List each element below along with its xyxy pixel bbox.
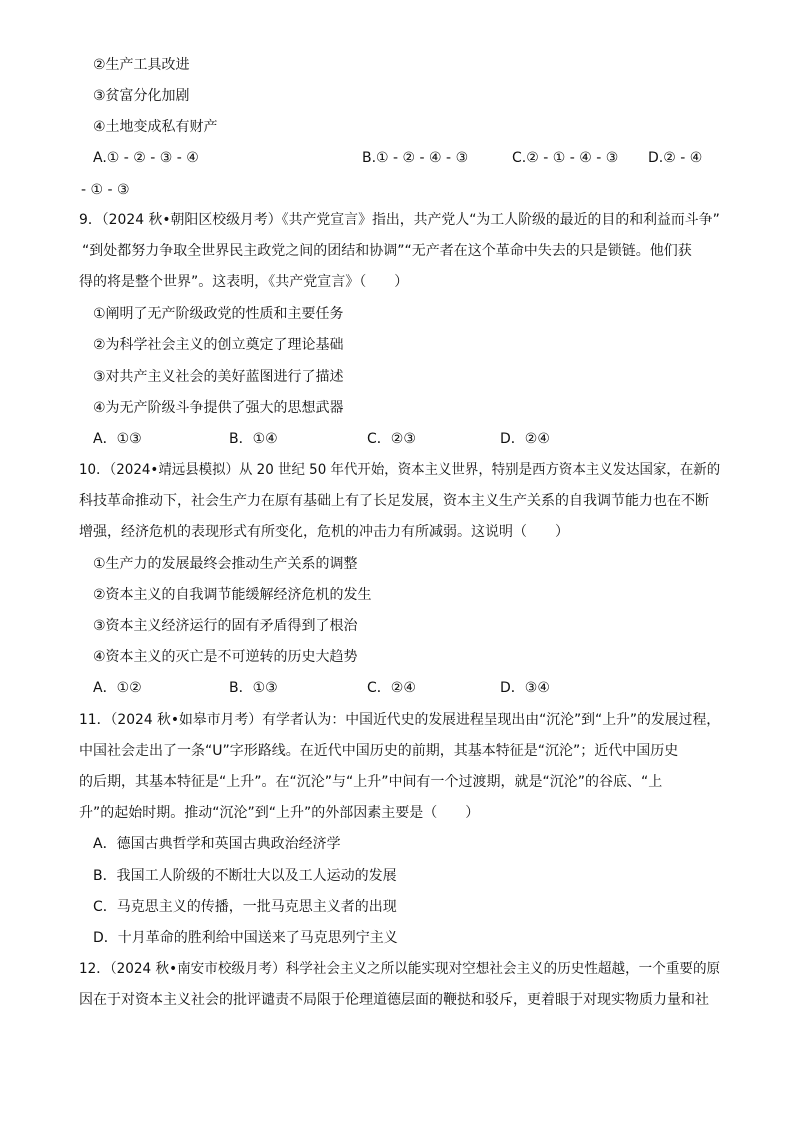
q10-option-b: B．①③ bbox=[229, 680, 278, 696]
q10-stem-line-3: 增强，经济危机的表现形式有所变化，危机的冲击力有所减弱。这说明（ ） bbox=[79, 524, 569, 540]
q10-item-2: ②资本主义的自我调节能缓解经济危机的发生 bbox=[93, 587, 372, 603]
q10-item-4: ④资本主义的灭亡是不可逆转的历史大趋势 bbox=[93, 649, 358, 665]
q9-option-d: D．②④ bbox=[500, 431, 550, 447]
q8-option-d-continued: - ① - ③ bbox=[81, 182, 130, 198]
q9-option-b: B．①④ bbox=[229, 431, 278, 447]
q10-item-3: ③资本主义经济运行的固有矛盾得到了根治 bbox=[93, 618, 358, 634]
q11-stem-line-3: 的后期，其基本特征是“上升”。在“沉沦”与“上升”中间有一个过渡期，就是“沉沦”的谷底、“上 bbox=[79, 774, 663, 790]
q12-stem-line-2: 因在于对资本主义社会的批评谴责不局限于伦理道德层面的鞭挞和驳斥，更着眼于对现实物质力量和社 bbox=[79, 992, 709, 1008]
q10-stem-line-1: 10．（2024•靖远县模拟）从 20 世纪 50 年代开始，资本主义世界，特别是西方资本主义发达国家，在新的 bbox=[79, 462, 721, 478]
q8-option-a: A.① - ② - ③ - ④ bbox=[93, 150, 199, 166]
q8-item-2: ②生产工具改进 bbox=[93, 57, 190, 73]
q11-option-c: C．马克思主义的传播，一批马克思主义者的出现 bbox=[93, 899, 397, 915]
q8-option-c: C.② - ① - ④ - ③ bbox=[512, 150, 619, 166]
q11-stem-line-4: 升”的起始时期。推动“沉沦”到“上升”的外部因素主要是（ ） bbox=[79, 805, 480, 821]
q9-item-2: ②为科学社会主义的创立奠定了理论基础 bbox=[93, 337, 344, 353]
q9-stem-line-3: 得的将是整个世界”。这表明，《共产党宣言》（ ） bbox=[79, 274, 409, 290]
q12-stem-line-1: 12．（2024 秋•南安市校级月考）科学社会主义之所以能实现对空想社会主义的历史性超越，一个重要的原 bbox=[79, 961, 721, 977]
q9-stem-line-1: 9．（2024 秋•朝阳区校级月考）《共产党宣言》指出，共产党人“为工人阶级的最近的目的和利益而斗争” bbox=[79, 212, 720, 228]
q11-stem-line-1: 11．（2024 秋•如皋市月考）有学者认为：中国近代史的发展进程呈现出由“沉沦”到“上升”的发展过程， bbox=[79, 712, 721, 728]
q10-item-1: ①生产力的发展最终会推动生产关系的调整 bbox=[93, 556, 358, 572]
q11-stem-line-2: 中国社会走出了一条“U”字形路线。在近代中国历史的前期，其基本特征是“沉沦”；近代中国历史 bbox=[79, 743, 679, 759]
q8-item-3: ③贫富分化加剧 bbox=[93, 88, 190, 104]
q9-option-a: A．①③ bbox=[93, 431, 142, 447]
q10-stem-line-2: 科技革命推动下，社会生产力在原有基础上有了长足发展，资本主义生产关系的自我调节能力也在不断 bbox=[79, 493, 709, 509]
q9-item-4: ④为无产阶级斗争提供了强大的思想武器 bbox=[93, 400, 344, 416]
q10-option-c: C．②④ bbox=[367, 680, 416, 696]
q10-option-a: A．①② bbox=[93, 680, 142, 696]
q9-item-1: ①阐明了无产阶级政党的性质和主要任务 bbox=[93, 306, 344, 322]
q9-stem-line-2: “到处都努力争取全世界民主政党之间的团结和协调”“无产者在这个革命中失去的只是锁链。他们获 bbox=[82, 243, 692, 259]
q9-option-c: C．②③ bbox=[367, 431, 416, 447]
q10-option-d: D．③④ bbox=[500, 680, 550, 696]
q9-item-3: ③对共产主义社会的美好蓝图进行了描述 bbox=[93, 369, 344, 385]
q8-option-b: B.① - ② - ④ - ③ bbox=[362, 150, 469, 166]
q11-option-d: D．十月革命的胜利给中国送来了马克思列宁主义 bbox=[93, 930, 398, 946]
q8-item-4: ④土地变成私有财产 bbox=[93, 119, 218, 135]
q11-option-b: B．我国工人阶级的不断壮大以及工人运动的发展 bbox=[93, 868, 397, 884]
q8-option-d: D.② - ④ bbox=[648, 150, 703, 166]
q11-option-a: A．德国古典哲学和英国古典政治经济学 bbox=[93, 836, 341, 852]
